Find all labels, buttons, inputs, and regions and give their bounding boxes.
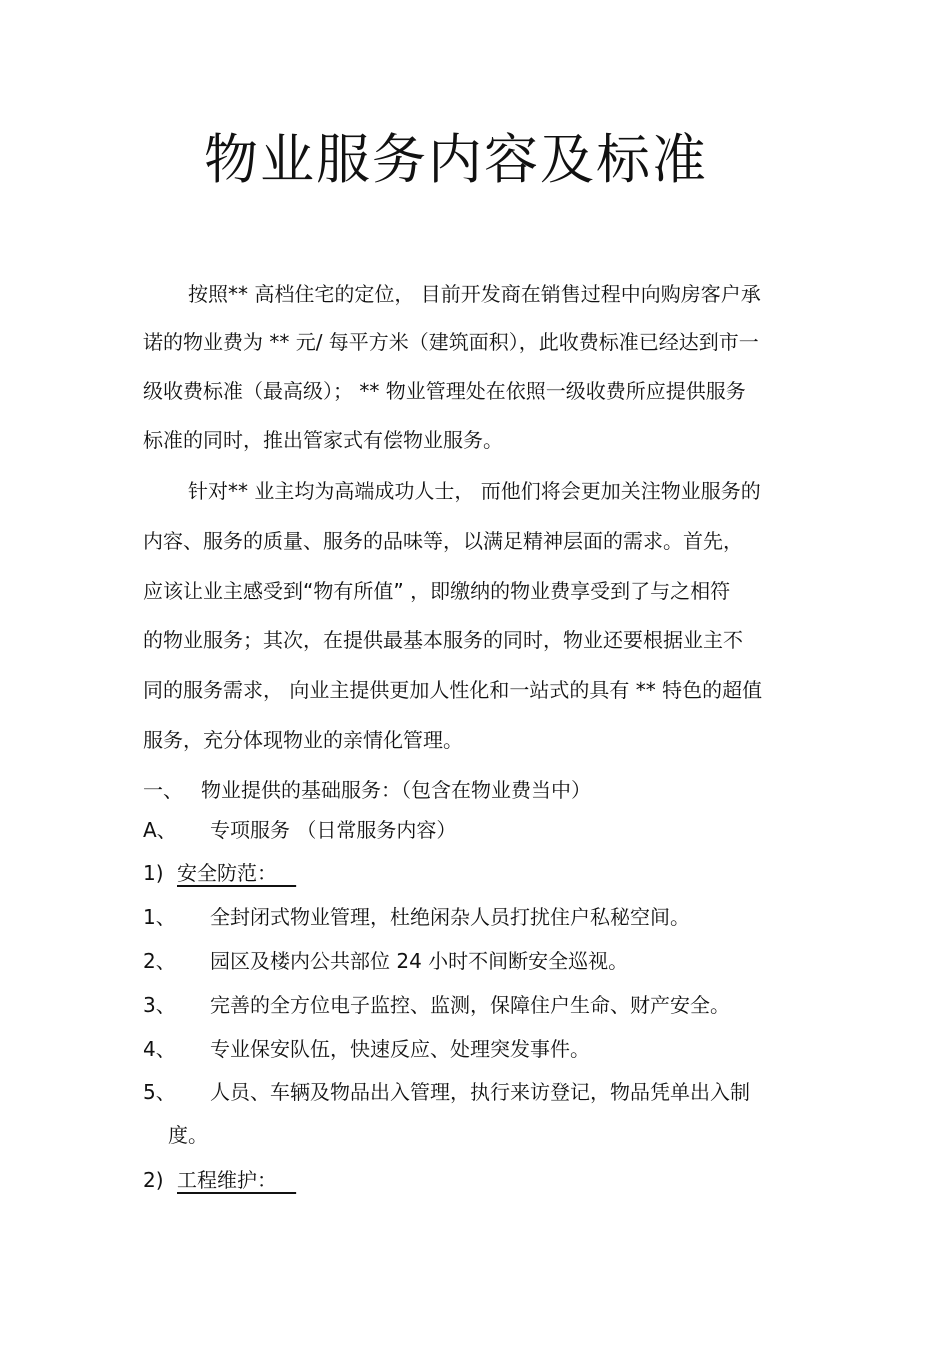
- section-one-marker: 一、: [143, 778, 183, 802]
- paragraph-2-line-5: 同的服务需求， 向业主提供更加人性化和一站式的具有 ** 特色的超值: [143, 678, 763, 702]
- paragraph-1-line-1: 按照** 高档住宅的定位， 目前开发商在销售过程中向购房客户承: [188, 282, 761, 306]
- list-item: [143, 946, 628, 976]
- list-item: [143, 1034, 590, 1064]
- subsection-1-text: 安全防范：: [177, 861, 277, 885]
- list-item-text: 人员、车辆及物品出入管理，执行来访登记，物品凭单出入制: [210, 1080, 750, 1104]
- paragraph-2-line-4: 的物业服务；其次，在提供最基本服务的同时，物业还要根据业主不: [143, 628, 743, 652]
- list-item-text: 完善的全方位电子监控、监测，保障住户生命、财产安全。: [210, 993, 730, 1017]
- section-a-text: 专项服务 （日常服务内容）: [210, 818, 457, 842]
- list-item-continuation: 度。: [168, 1123, 208, 1147]
- list-item-marker: 2、: [143, 949, 176, 973]
- list-item-marker: 3、: [143, 993, 176, 1017]
- page-title: 物业服务内容及标准: [204, 128, 708, 191]
- list-item: [143, 902, 690, 932]
- paragraph-1-line-3: 级收费标准（最高级）； ** 物业管理处在依照一级收费所应提供服务: [143, 379, 746, 403]
- paragraph-2-line-6: 服务，充分体现物业的亲情化管理。: [143, 728, 463, 752]
- subsection-1-marker: 1): [143, 861, 164, 885]
- paragraph-1-line-4: 标准的同时，推出管家式有偿物业服务。: [143, 428, 503, 452]
- section-one-heading: [143, 775, 591, 805]
- subsection-2-marker: 2): [143, 1168, 164, 1192]
- section-a-marker: A、: [143, 818, 177, 842]
- subsection-2-text: 工程维护：: [177, 1168, 277, 1192]
- subsection-2-heading: [143, 1165, 296, 1195]
- paragraph-2-line-1: 针对** 业主均为高端成功人士， 而他们将会更加关注物业服务的: [188, 479, 761, 503]
- section-a-heading: [143, 815, 456, 845]
- paragraph-2-line-3: 应该让业主感受到“物有所值” ，即缴纳的物业费享受到了与之相符: [143, 579, 731, 603]
- list-item: [143, 1077, 750, 1107]
- list-item-marker: 5、: [143, 1080, 176, 1104]
- list-item-marker: 1、: [143, 905, 176, 929]
- list-item-text: 全封闭式物业管理，杜绝闲杂人员打扰住户私秘空间。: [210, 905, 690, 929]
- list-item-text: 专业保安队伍，快速反应、处理突发事件。: [210, 1037, 590, 1061]
- list-item-marker: 4、: [143, 1037, 176, 1061]
- paragraph-1-line-2: 诺的物业费为 ** 元/ 每平方米（建筑面积），此收费标准已经达到市一: [143, 330, 759, 354]
- paragraph-2-line-2: 内容、服务的质量、服务的品味等，以满足精神层面的需求。首先，: [143, 529, 743, 553]
- subsection-1-heading: [143, 858, 296, 888]
- list-item-text: 园区及楼内公共部位 24 小时不间断安全巡视。: [210, 949, 629, 973]
- section-one-text: 物业提供的基础服务：（包含在物业费当中）: [201, 778, 591, 802]
- list-item: [143, 990, 730, 1020]
